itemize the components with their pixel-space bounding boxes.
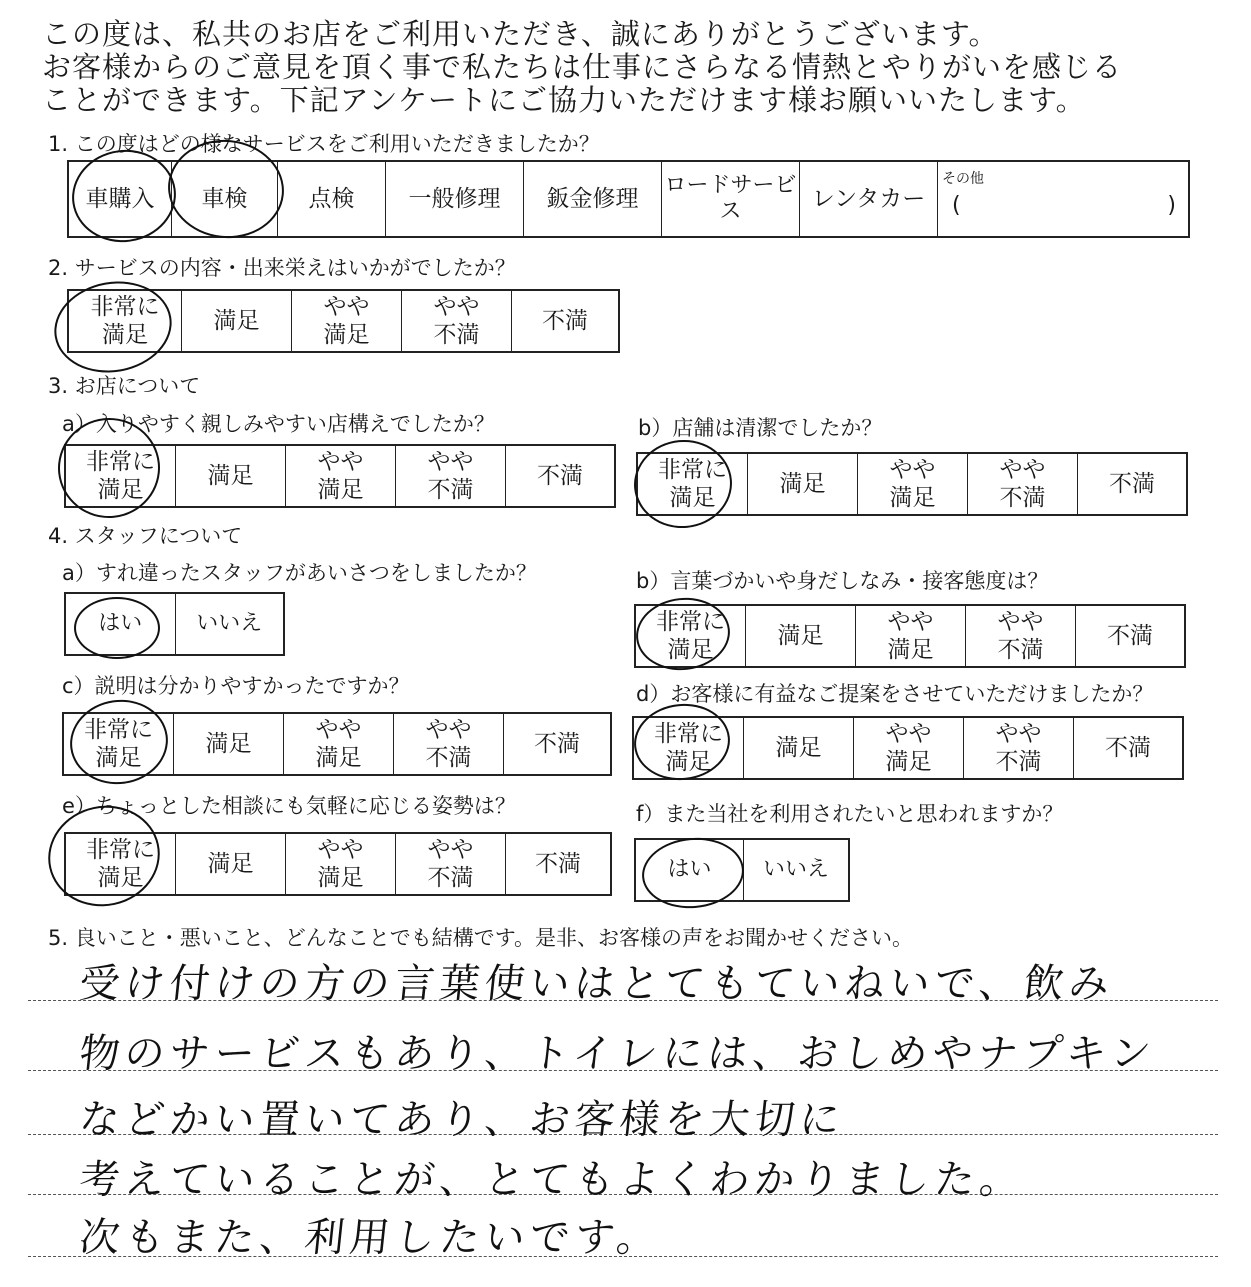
q1-other-close-paren: ) [1167,193,1176,218]
q1-option-general-repair[interactable]: 一般修理 [386,162,524,236]
q1-options [67,160,1190,238]
q4f-option-yes[interactable]: はい [636,840,744,900]
q4e-option-satisfied[interactable]: 満足 [176,834,286,894]
q3a-option-dissatisfied[interactable]: 不満 [537,463,583,489]
comment-text-line-5: 次もまた、利用したいです。 [77,1215,664,1261]
q4b-option-dissatisfied[interactable]: 不満 [1107,623,1153,649]
q3a-label: a）入りやすく親しみやすい店構えでしたか？ [62,412,495,436]
q4d-option-somewhat-satisfied[interactable]: やや 満足 [854,718,964,778]
q4d-label: d）お客様に有益なご提案をさせていただけましたか？ [636,682,1154,706]
q1-label: 1. この度はどの様なサービスをご利用いただきましたか？ [48,132,600,156]
q2-option-somewhat-satisfied[interactable]: やや 満足 [292,291,402,351]
q3b-options [636,452,1188,516]
q4e-label: e）ちょっとした相談にも気軽に応じる姿勢は？ [62,794,516,818]
comment-text-line-4: 考えていることが、とてもよくわかりました。 [77,1157,1028,1203]
q4c-options [62,712,612,776]
q3a-option-somewhat-satisfied[interactable]: やや 満足 [286,446,396,506]
q4e-option-dissatisfied[interactable]: 不満 [535,851,581,877]
q4a-options [64,592,285,656]
q1-option-body-repair[interactable]: 鈑金修理 [524,162,662,236]
q3b-option-somewhat-satisfied[interactable]: やや 満足 [858,454,968,514]
q4b-label: b）言葉づかいや身だしなみ・接客態度は？ [636,569,1049,593]
intro-text [42,18,1122,117]
q4d-option-dissatisfied[interactable]: 不満 [1105,735,1151,761]
q4d-option-satisfied[interactable]: 満足 [744,718,854,778]
intro-line-3: ことができます。下記アンケートにご協力いただけます様お願いいたします。 [42,83,1086,117]
q3b-option-somewhat-dissatisfied[interactable]: やや 不満 [968,454,1078,514]
q4f-label: f）また当社を利用されたいと思われますか？ [636,802,1064,826]
q4c-label: c）説明は分かりやすかったですか？ [62,674,410,698]
q2-label: 2. サービスの内容・出来栄えはいかがでしたか？ [48,256,516,280]
q4d-option-somewhat-dissatisfied[interactable]: やや 不満 [964,718,1074,778]
q4-label: 4. スタッフについて [48,524,243,548]
q1-option-check[interactable]: 点検 [278,162,386,236]
q1-option-road-service[interactable]: ロードサービス [662,162,800,236]
comment-text-line-1: 受け付けの方の言葉使いはとてもていねいで、飲み [77,961,1117,1007]
q3a-option-satisfied[interactable]: 満足 [176,446,286,506]
q4a-option-yes[interactable]: はい [66,594,176,654]
q3-label: 3. お店について [48,374,201,398]
q4d-option-very-satisfied[interactable]: 非常に 満足 [634,718,744,778]
q1-option-rental-car[interactable]: レンタカー [800,162,938,236]
comment-text-line-2: 物のサービスもあり、トイレには、おしめやナプキン [77,1031,1159,1077]
q4f-options [634,838,850,902]
q4c-option-satisfied[interactable]: 満足 [174,714,284,774]
q1-option-inspection[interactable]: 車検 [172,162,278,236]
q4b-option-somewhat-satisfied[interactable]: やや 満足 [856,606,966,666]
q4e-option-somewhat-dissatisfied[interactable]: やや 不満 [396,834,506,894]
q3a-options [64,444,616,508]
q4a-option-no[interactable]: いいえ [196,611,263,636]
q4c-option-dissatisfied[interactable]: 不満 [534,731,580,757]
q2-option-somewhat-dissatisfied[interactable]: やや 不満 [402,291,512,351]
q4a-label: a）すれ違ったスタッフがあいさつをしましたか？ [62,561,537,585]
q4b-option-somewhat-dissatisfied[interactable]: やや 不満 [966,606,1076,666]
q3b-option-dissatisfied[interactable]: 不満 [1109,471,1155,497]
q1-option-car-purchase[interactable]: 車購入 [69,162,172,236]
q4b-option-very-satisfied[interactable]: 非常に 満足 [636,606,746,666]
intro-line-2: お客様からのご意見を頂く事で私たちは仕事にさらなる情熱とやりがいを感じる [42,50,1123,84]
q4d-options [632,716,1184,780]
q3b-option-satisfied[interactable]: 満足 [748,454,858,514]
q3a-option-somewhat-dissatisfied[interactable]: やや 不満 [396,446,506,506]
q2-options [67,289,620,353]
q4b-options [634,604,1186,668]
comment-text-line-3: などかい置いてあり、お客様を大切に [77,1097,848,1143]
q1-other-label: その他 [942,171,984,187]
q4f-option-no[interactable]: いいえ [762,857,829,882]
q3b-label: b）店舗は清潔でしたか？ [638,416,883,440]
q3a-option-very-satisfied[interactable]: 非常に 満足 [66,446,176,506]
q5-label: 5. 良いこと・悪いこと、どんなことでも結構です。是非、お客様の声をお聞かせください。 [48,926,914,950]
q4e-options [64,832,612,896]
q1-other-open-paren: ( [952,193,961,218]
q2-option-satisfied[interactable]: 満足 [182,291,292,351]
q4b-option-satisfied[interactable]: 満足 [746,606,856,666]
q4c-option-somewhat-dissatisfied[interactable]: やや 不満 [394,714,504,774]
q4c-option-very-satisfied[interactable]: 非常に 満足 [64,714,174,774]
q1-option-other[interactable] [938,162,1188,236]
q4c-option-somewhat-satisfied[interactable]: やや 満足 [284,714,394,774]
q4e-option-somewhat-satisfied[interactable]: やや 満足 [286,834,396,894]
q4e-option-very-satisfied[interactable]: 非常に 満足 [66,834,176,894]
q2-option-very-satisfied[interactable]: 非常に 満足 [69,291,182,351]
intro-line-1: この度は、私共のお店をご利用いただき、誠にありがとうございます。 [42,17,999,51]
q2-option-dissatisfied[interactable]: 不満 [542,308,588,334]
q3b-option-very-satisfied[interactable]: 非常に 満足 [638,454,748,514]
